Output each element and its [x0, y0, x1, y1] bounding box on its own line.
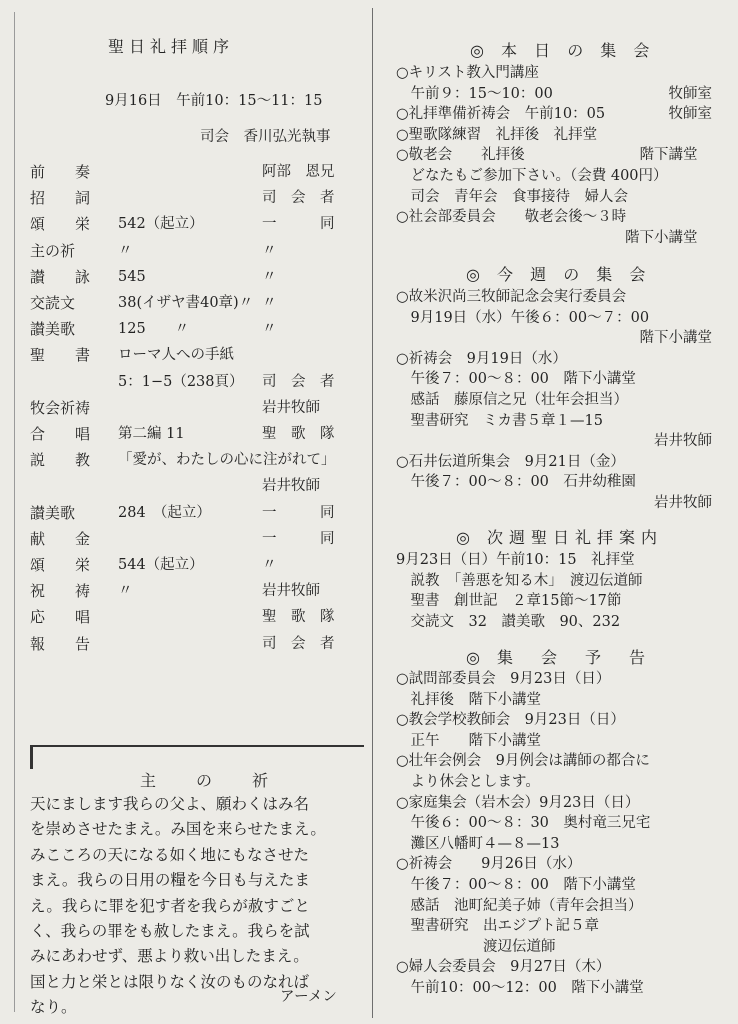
prayer-line: なり。 — [30, 998, 77, 1017]
order-item: 544（起立） — [118, 557, 204, 573]
order-label: 説 教 — [30, 451, 91, 470]
notice-line: 交読文 32 讃美歌 90、232 — [396, 613, 621, 630]
meeting-place: 階下小講堂 — [625, 229, 712, 246]
order-label: 招 詞 — [30, 189, 91, 208]
amen: アーメン — [280, 989, 337, 1005]
left-border-line — [14, 12, 15, 1012]
service-presider: 司会 香川弘光執事 — [200, 129, 331, 145]
notice-line: 感話 池町紀美子姉（青年会担当） — [396, 897, 643, 914]
meeting-line: 9月19日（水）午後６：00〜７：00 — [396, 309, 650, 326]
meeting-line: 司会 青年会 食事接待 婦人会 — [396, 188, 628, 205]
order-person: 岩井牧師 — [262, 478, 320, 495]
notice-line: より休会とします。 — [396, 774, 540, 790]
order-person: 〃 — [262, 268, 277, 285]
order-label: 主の祈 — [30, 241, 76, 260]
order-item: 5：1−5（238頁） — [118, 373, 244, 390]
order-person: 〃 — [262, 557, 277, 573]
lords-prayer-title: 主 の 祈 — [140, 771, 281, 790]
meeting-line: ○敬老会 礼拝後 — [396, 147, 525, 164]
meeting-place: 階下小講堂 — [639, 330, 712, 347]
meeting-line: 感話 藤原信之兄（壮年会担当） — [396, 392, 628, 408]
meeting-place: 牧師室 — [668, 85, 712, 102]
meeting-line: ○キリスト教入門講座 — [396, 65, 539, 81]
order-person: 一 同 — [262, 530, 335, 547]
prayer-line: を崇めさせたまえ。み国を来らせたまえ。 — [30, 820, 326, 839]
notice-line: ○婦人会委員会 9月27日（木） — [396, 959, 611, 976]
meeting-line: ○社会部委員会 敬老会後〜３時 — [396, 209, 627, 226]
notice-line: ○壮年会例会 9月例会は講師の都合に — [396, 753, 650, 770]
notice-line: 午後７：00〜８：00 階下小講堂 — [396, 877, 636, 893]
today-meetings-title: ◎ 本 日 の 集 会 — [470, 41, 656, 60]
notice-line: ○家庭集会（岩木会）9月23日（日） — [396, 794, 640, 811]
order-item: 38(イザヤ書40章)〃 — [118, 295, 254, 311]
column-divider — [372, 8, 373, 1018]
notice-title: ◎ 集 会 予 告 — [466, 648, 652, 667]
service-date: 9月16日 午前10：15〜11：15 — [105, 93, 323, 109]
order-person: 岩井牧師 — [262, 583, 320, 600]
meeting-line: ○祈祷会 9月19日（水） — [396, 350, 567, 367]
section-rule — [30, 745, 364, 747]
order-person: 〃 — [262, 295, 277, 311]
next-week-title: ◎ 次週聖日礼拝案内 — [456, 528, 664, 547]
order-label: 前 奏 — [30, 163, 91, 181]
meeting-place: 階下講堂 — [639, 147, 712, 164]
order-item: ローマ人への手紙 — [118, 347, 234, 364]
prayer-line: く、我らの罪をも赦したまえ。我らを試 — [30, 922, 310, 941]
order-person: 聖 歌 隊 — [262, 609, 335, 626]
notice-line: 灘区八幡町４—８—13 — [396, 835, 560, 852]
order-label: 祝 祷 — [30, 582, 91, 601]
order-label: 応 唱 — [30, 608, 91, 627]
notice-line: ○祈祷会 9月26日（水） — [396, 856, 582, 873]
notice-line: ○試問部委員会 9月23日（日） — [396, 671, 611, 687]
notice-line: 礼拝後 階下小講堂 — [396, 691, 541, 708]
order-item: 第二編 11 — [118, 426, 185, 442]
order-item: 〃 — [118, 242, 133, 259]
meeting-line: ○礼拝準備祈祷会 午前10：05 — [396, 106, 606, 123]
notice-line: 渡辺伝道師 — [396, 938, 556, 955]
notice-line: 正午 階下小講堂 — [396, 732, 541, 749]
prayer-line: え。我らに罪を犯す者を我らが赦すごと — [30, 896, 310, 915]
notice-line: 午前10：00〜12：00 階下小講堂 — [396, 980, 644, 996]
order-label: 讃美歌 — [30, 320, 76, 339]
order-label: 合 唱 — [30, 425, 91, 443]
meeting-line: 聖書研究 ミカ書５章１—15 — [396, 412, 603, 429]
order-item: 125 〃 — [118, 321, 190, 338]
meeting-line: ○故米沢尚三牧師記念会実行委員会 — [396, 289, 627, 305]
notice-line: 聖書 創世記 ２章15節〜17節 — [396, 593, 622, 610]
prayer-line: 国と力と栄とは限りなく汝のものなれば — [30, 972, 310, 991]
order-person: 〃 — [262, 321, 277, 338]
order-item: 「愛が、わたしの心に注がれて」 — [118, 452, 336, 469]
order-item: 〃 — [118, 583, 133, 600]
meeting-place: 岩井牧師 — [654, 433, 712, 450]
order-person: 司 会 者 — [262, 635, 335, 652]
meeting-line: 午後７：00〜８：00 階下小講堂 — [396, 371, 636, 388]
order-person: 阿部 恩兄 — [262, 164, 335, 180]
order-label: 聖 書 — [30, 346, 91, 365]
prayer-line: まえ。我らの日用の糧を今日も与えたま — [30, 871, 310, 890]
meeting-line: 午後７：00〜８：00 石井幼稚園 — [396, 474, 636, 491]
prayer-line: みにあわせず、悪より救い出したまえ。 — [30, 947, 309, 966]
order-label: 交読文 — [30, 294, 76, 312]
order-person: 岩井牧師 — [262, 399, 320, 416]
order-item: 284 （起立） — [118, 504, 211, 521]
this-week-title: ◎ 今 週 の 集 会 — [466, 265, 652, 284]
notice-line: 9月23日（日）午前10：15 礼拝堂 — [396, 552, 635, 568]
service-order-title: 聖日礼拝順序 — [108, 37, 235, 56]
meeting-line: ○石井伝道所集会 9月21日（金） — [396, 453, 625, 470]
meeting-place: 牧師室 — [668, 106, 712, 123]
order-label: 頌 栄 — [30, 215, 91, 234]
order-person: 司 会 者 — [262, 373, 335, 390]
meeting-line: 午前９：15〜10：00 — [396, 85, 553, 102]
order-item: 542（起立） — [118, 216, 204, 233]
notice-line: ○教会学校教師会 9月23日（日） — [396, 712, 625, 729]
prayer-line: 天にまします我らの父よ、願わくはみ名 — [30, 795, 310, 813]
order-person: 一 同 — [262, 504, 335, 521]
notice-line: 聖書研究 出エジプト記５章 — [396, 918, 599, 935]
meeting-line: どなたもご参加下さい。（会費 400円） — [396, 168, 668, 184]
order-label: 讃 詠 — [30, 267, 91, 286]
notice-line: 説教 「善悪を知る木」 渡辺伝道師 — [396, 572, 643, 589]
section-rule-mark — [30, 745, 33, 769]
order-person: 〃 — [262, 242, 277, 259]
meeting-line: ○聖歌隊練習 礼拝後 礼拝堂 — [396, 126, 598, 143]
order-person: 一 同 — [262, 216, 335, 233]
order-label: 報 告 — [30, 634, 91, 653]
lords-prayer-text — [30, 792, 364, 1021]
order-label: 献 金 — [30, 529, 91, 548]
notice-line: 午後６：00〜８：30 奥村竜三兄宅 — [396, 815, 651, 832]
order-label: 牧会祈祷 — [30, 398, 91, 417]
prayer-line: みこころの天になる如く地にもなさせた — [30, 845, 310, 864]
meeting-place: 岩井牧師 — [654, 495, 712, 511]
order-person: 聖 歌 隊 — [262, 426, 335, 442]
order-person: 司 会 者 — [262, 190, 335, 207]
order-item: 545 — [118, 268, 146, 285]
order-label: 讃美歌 — [30, 503, 76, 522]
order-label: 頌 栄 — [30, 556, 91, 574]
